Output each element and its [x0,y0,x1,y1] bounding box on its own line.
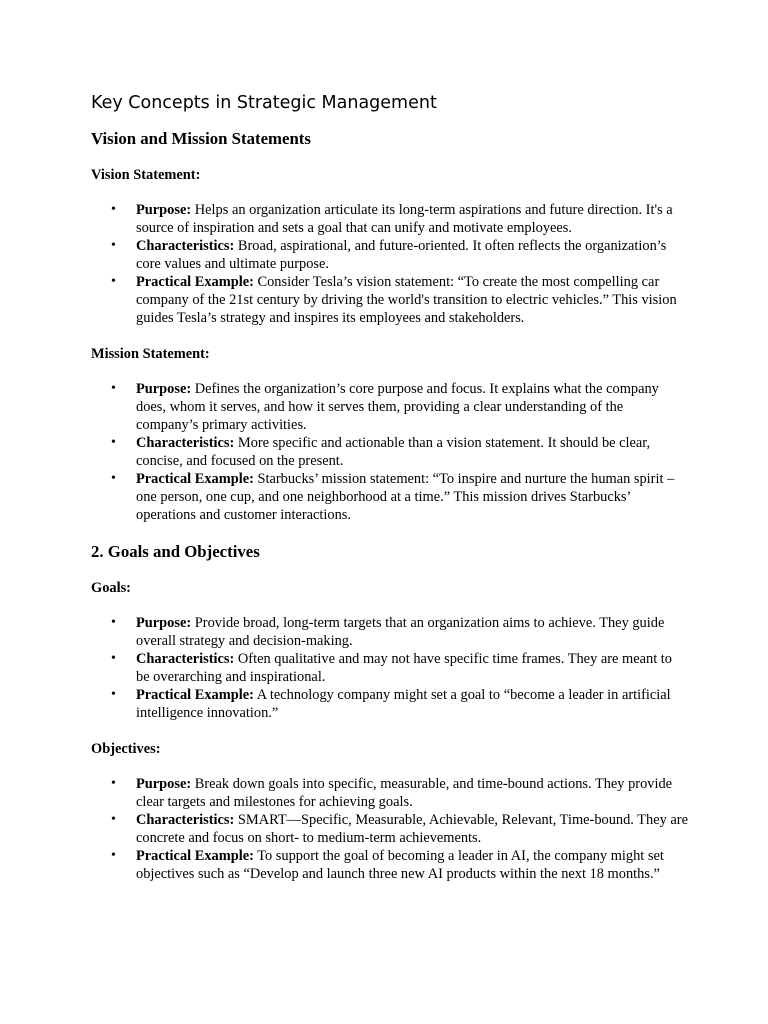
bullet-icon: • [111,202,116,217]
list-item [91,273,688,327]
list-item [91,380,688,434]
bullet-term: Practical Example: [136,274,254,290]
goals-bullet-list [91,614,688,722]
bullet-text: Defines the organization’s core purpose and focus. It explains what the company does, whom it serves, and how it serves them, providing a clear understanding of the company’s primary activities. [136,381,659,433]
bullet-term: Practical Example: [136,471,254,487]
bullet-text: SMART—Specific, Measurable, Achievable, Relevant, Time-bound. They are concrete and focus on short- to medium-term achievements. [136,812,688,846]
bullet-icon: • [111,471,116,486]
list-item [91,237,688,273]
bullet-term: Characteristics: [136,651,235,667]
mission-bullet-list [91,380,688,524]
bullet-term: Purpose: [136,615,192,631]
subheading-goals: Goals: [91,580,131,596]
bullet-term: Practical Example: [136,848,254,864]
bullet-term: Practical Example: [136,687,254,703]
bullet-icon: • [111,615,116,630]
bullet-term: Purpose: [136,202,192,218]
bullet-term: Characteristics: [136,812,235,828]
bullet-icon: • [111,687,116,702]
subheading-vision-statement: Vision Statement: [91,167,201,183]
bullet-term: Characteristics: [136,238,235,254]
bullet-text: Helps an organization articulate its long-term aspirations and future direction. It's a source of inspiration and sets a goal that can unify and motivate employees. [136,202,673,236]
bullet-icon: • [111,651,116,666]
list-item [91,650,688,686]
list-item [91,847,688,883]
bullet-text: Consider Tesla’s vision statement: “To create the most compelling car company of the 21st century by driving the world's transition to electric vehicles.” This vision guides Tesla’s strategy and inspires its employees and stakeholders. [136,274,677,326]
bullet-icon: • [111,435,116,450]
bullet-text: Starbucks’ mission statement: “To inspire and nurture the human spirit – one person, one cup, and one neighborhood at a time.” This mission drives Starbucks’ operations and customer interactions. [136,471,675,523]
subheading-objectives: Objectives: [91,741,161,757]
document-title: Key Concepts in Strategic Management [91,93,437,113]
bullet-icon: • [111,274,116,289]
bullet-text: A technology company might set a goal to “become a leader in artificial intelligence innovation.” [136,687,671,721]
subheading-mission-statement: Mission Statement: [91,346,210,362]
bullet-icon: • [111,776,116,791]
vision-bullet-list [91,201,688,327]
list-item [91,811,688,847]
list-item [91,686,688,722]
bullet-icon: • [111,812,116,827]
bullet-text: More specific and actionable than a vision statement. It should be clear, concise, and focused on the present. [136,435,651,469]
section-heading-goals-objectives: 2. Goals and Objectives [91,542,260,561]
bullet-icon: • [111,381,116,396]
list-item [91,434,688,470]
bullet-text: To support the goal of becoming a leader in AI, the company might set objectives such as “Develop and launch three new AI products within the next 18 months.” [136,848,664,882]
bullet-icon: • [111,848,116,863]
list-item [91,775,688,811]
list-item [91,470,688,524]
bullet-icon: • [111,238,116,253]
bullet-term: Purpose: [136,381,192,397]
list-item [91,614,688,650]
bullet-text: Often qualitative and may not have specific time frames. They are meant to be overarching and inspirational. [136,651,672,685]
section-heading-vision-mission: Vision and Mission Statements [91,129,311,148]
objectives-bullet-list [91,775,688,883]
bullet-text: Break down goals into specific, measurable, and time-bound actions. They provide clear targets and milestones for achieving goals. [136,776,673,810]
bullet-text: Broad, aspirational, and future-oriented. It often reflects the organization’s core values and ultimate purpose. [136,238,667,272]
bullet-term: Purpose: [136,776,192,792]
bullet-term: Characteristics: [136,435,235,451]
bullet-text: Provide broad, long-term targets that an organization aims to achieve. They guide overall strategy and decision-making. [136,615,665,649]
list-item [91,201,688,237]
